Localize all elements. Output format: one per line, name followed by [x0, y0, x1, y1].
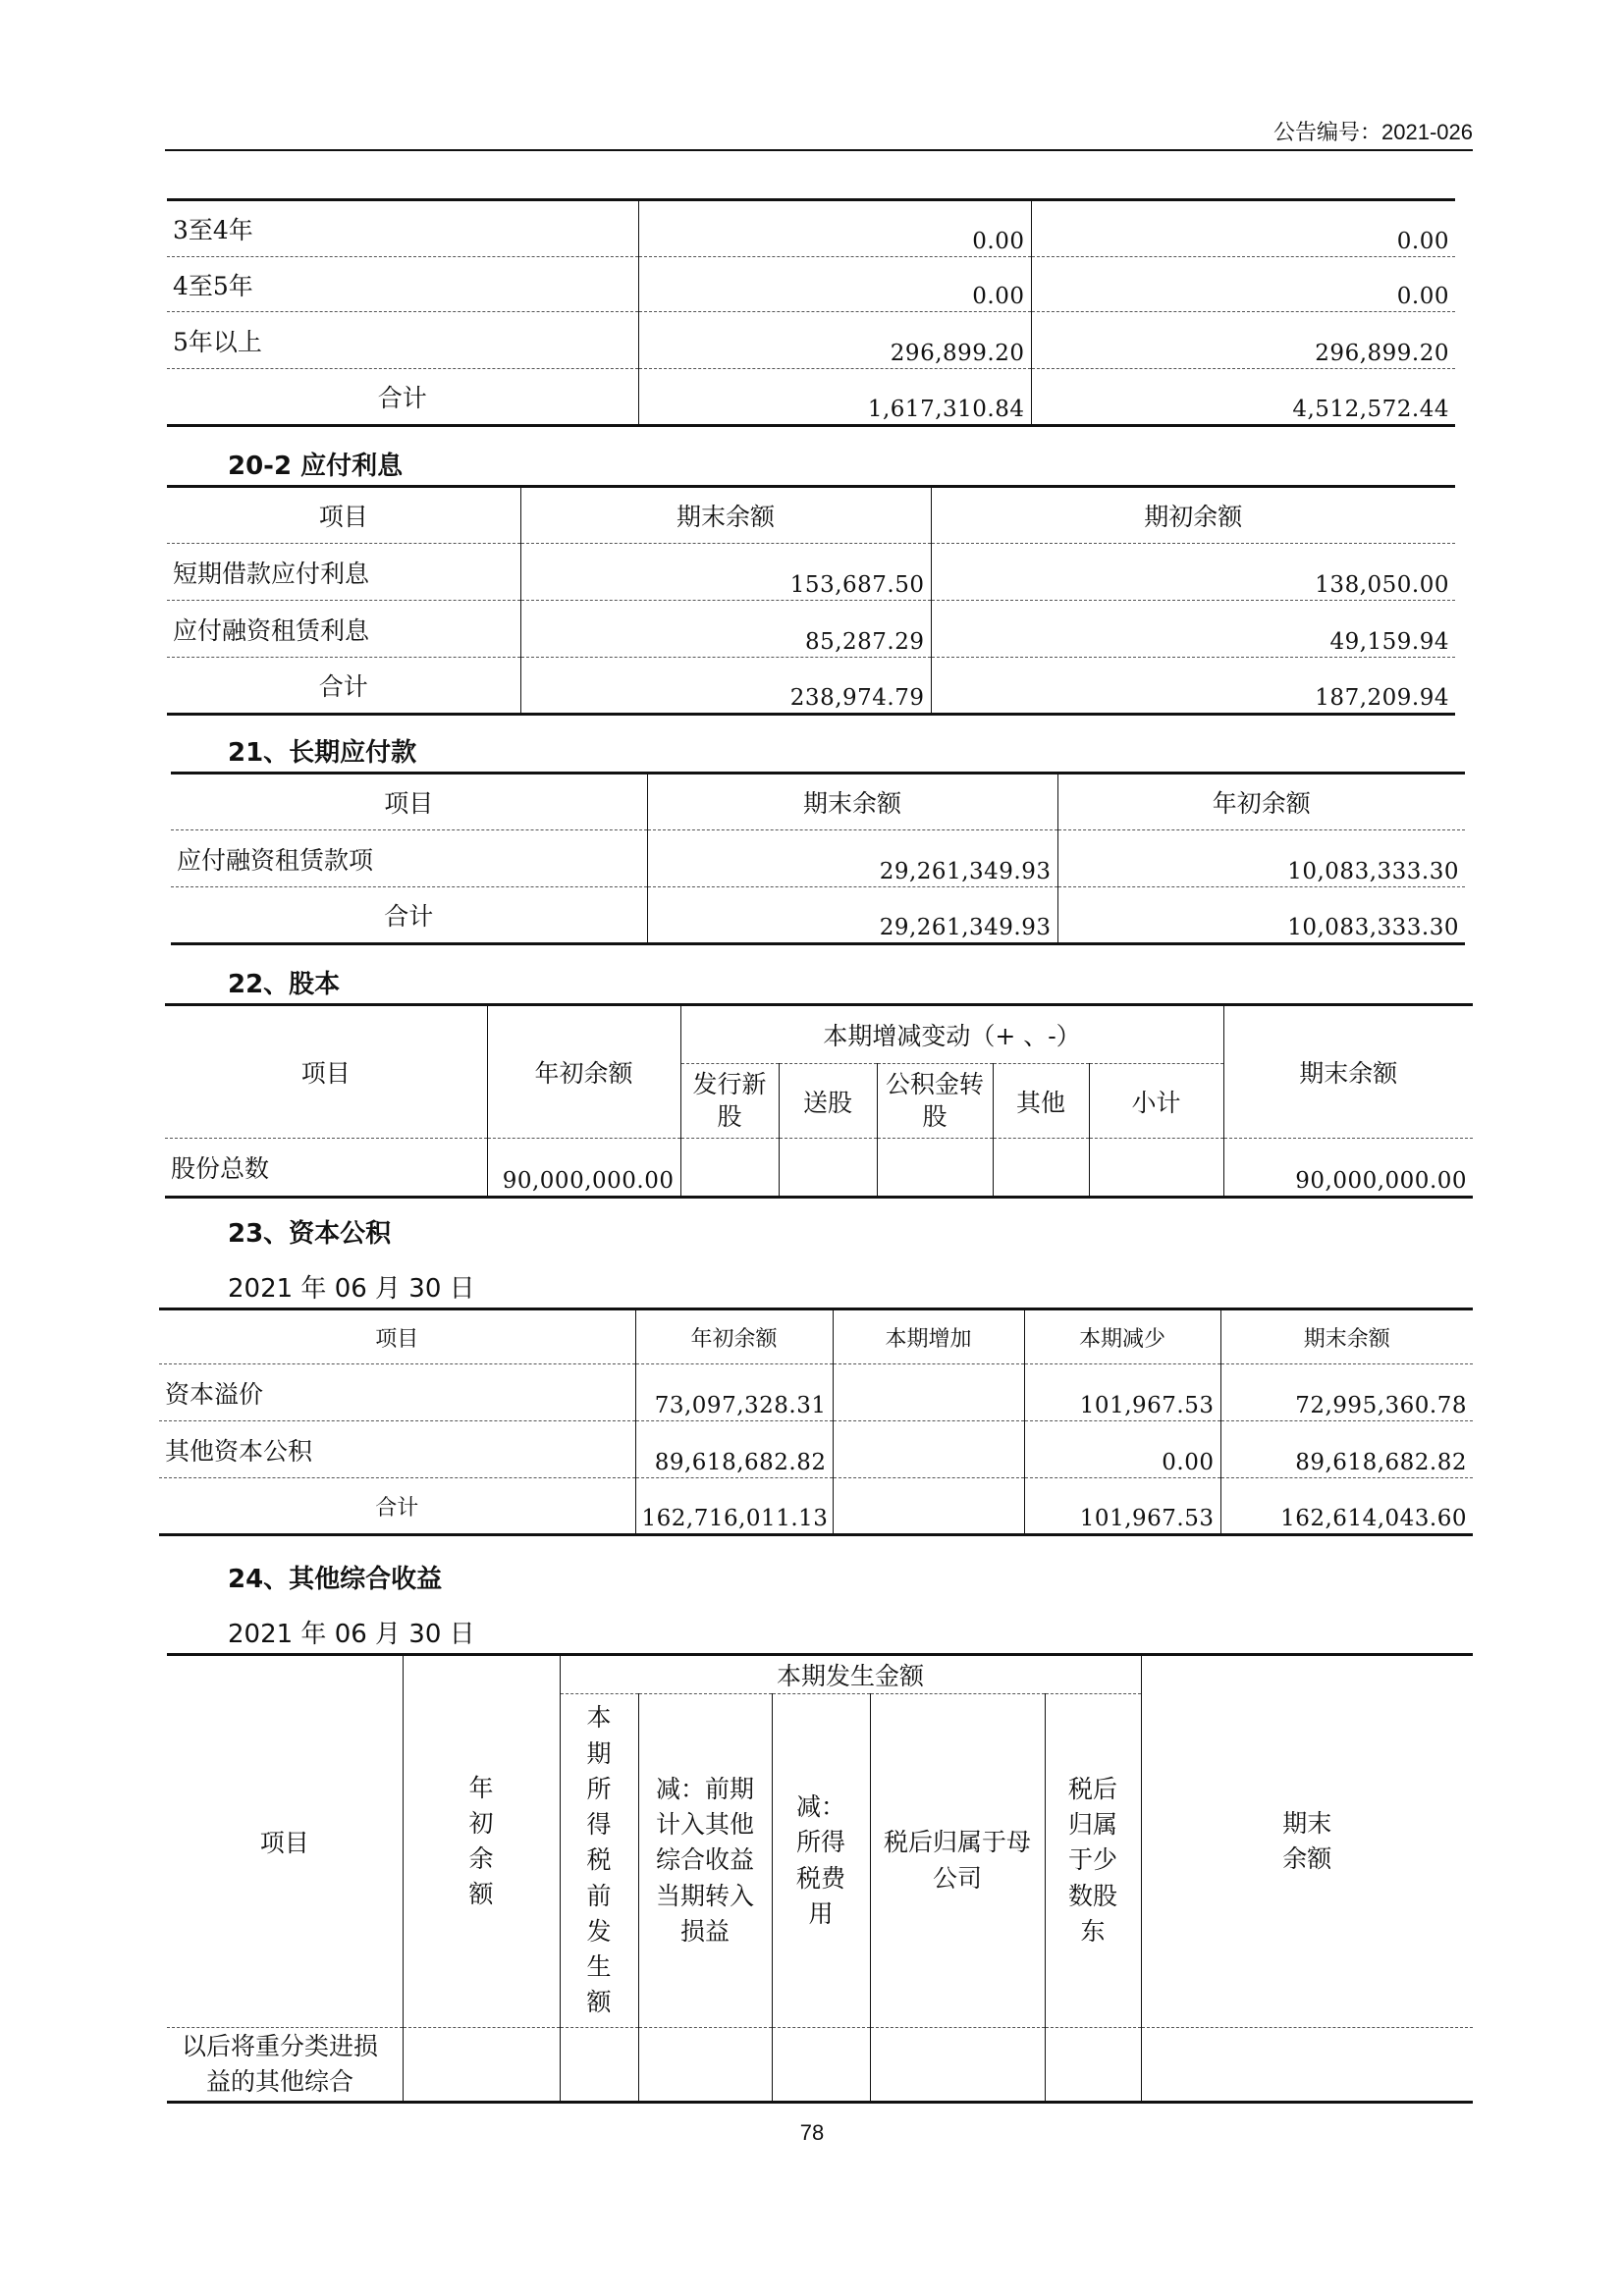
table-cell [560, 2028, 638, 2103]
column-header: 项目 [167, 1655, 403, 2028]
table-cell [638, 2028, 772, 2103]
table-cell: 0.00 [638, 257, 1031, 312]
column-header: 期末余额 [647, 774, 1057, 830]
table-cell: 138,050.00 [931, 544, 1455, 601]
table-cell: 0.00 [1031, 200, 1455, 257]
table-cell: 187,209.94 [931, 658, 1455, 715]
page-number: 78 [799, 2120, 825, 2145]
table-cell: 162,614,043.60 [1220, 1478, 1473, 1535]
column-header-label: 税后归属于少数股东 [1068, 1774, 1118, 1946]
table-cell: 10,083,333.30 [1057, 830, 1465, 887]
table-cell: 296,899.20 [1031, 312, 1455, 369]
table-cell: 资本溢价 [159, 1364, 635, 1421]
table-cell: 73,097,328.31 [635, 1364, 833, 1421]
column-header: 小计 [1089, 1064, 1223, 1139]
column-header-label: 本期所得税前发生额 [586, 1703, 612, 2017]
column-header [1141, 1655, 1473, 2028]
table-cell: 4,512,572.44 [1031, 369, 1455, 426]
table-cell: 101,967.53 [1024, 1478, 1220, 1535]
section-heading: 22、股本 [228, 970, 341, 999]
column-header [870, 1694, 1045, 2028]
table-cell [1045, 2028, 1141, 2103]
table-cell: 合计 [167, 369, 638, 426]
table-cell: 应付融资租赁款项 [171, 830, 647, 887]
column-header: 本期减少 [1024, 1309, 1220, 1364]
table-cell: 89,618,682.82 [635, 1421, 833, 1478]
column-header [1045, 1694, 1141, 2028]
section-date: 2021 年 06 月 30 日 [228, 1274, 475, 1304]
section21-table [171, 772, 1465, 945]
column-header: 年初余额 [635, 1309, 833, 1364]
column-header-label: 减：所得税费用 [795, 1792, 845, 1928]
column-header: 项目 [171, 774, 647, 830]
table-cell: 合计 [159, 1478, 635, 1535]
row-label: 以后将重分类进损益的其他综合 [181, 2031, 378, 2096]
table-cell: 296,899.20 [638, 312, 1031, 369]
section-heading: 21、长期应付款 [228, 738, 417, 768]
table-cell: 85,287.29 [520, 601, 931, 658]
table-cell: 0.00 [638, 200, 1031, 257]
table-cell: 72,995,360.78 [1220, 1364, 1473, 1421]
table-cell: 90,000,000.00 [1223, 1139, 1473, 1198]
section-heading: 24、其他综合收益 [228, 1565, 443, 1594]
table-cell [680, 1139, 779, 1198]
table-cell [833, 1364, 1024, 1421]
table-cell [772, 2028, 870, 2103]
table-cell: 短期借款应付利息 [167, 544, 520, 601]
column-header: 期末余额 [1220, 1309, 1473, 1364]
table-cell: 29,261,349.93 [647, 887, 1057, 944]
table-cell [779, 1139, 877, 1198]
column-header: 年初余额 [487, 1005, 680, 1139]
table-cell: 0.00 [1024, 1421, 1220, 1478]
table-cell [403, 2028, 560, 2103]
table-cell: 股份总数 [165, 1139, 487, 1198]
column-header: 送股 [779, 1064, 877, 1139]
table-cell [833, 1478, 1024, 1535]
table-cell: 89,618,682.82 [1220, 1421, 1473, 1478]
column-header: 本期发生金额 [560, 1655, 1141, 1694]
table-cell: 10,083,333.30 [1057, 887, 1465, 944]
column-header: 项目 [159, 1309, 635, 1364]
table-cell: 162,716,011.13 [635, 1478, 833, 1535]
column-header: 期初余额 [931, 487, 1455, 544]
column-header-label: 税后归属于母公司 [884, 1828, 1032, 1893]
column-header: 公积金转股 [877, 1064, 993, 1139]
table-cell [993, 1139, 1089, 1198]
column-header-label: 期末余额 [1282, 1808, 1332, 1873]
column-header: 本期增加 [833, 1309, 1024, 1364]
column-header: 项目 [165, 1005, 487, 1139]
table-cell [877, 1139, 993, 1198]
column-header-label: 年初余额 [468, 1773, 494, 1909]
section23-table [159, 1308, 1473, 1536]
table-cell: 4至5年 [167, 257, 638, 312]
column-header: 年初余额 [1057, 774, 1465, 830]
column-header [560, 1694, 638, 2028]
table-cell: 238,974.79 [520, 658, 931, 715]
column-header [772, 1694, 870, 2028]
section20-2-table [167, 485, 1455, 716]
table-cell: 101,967.53 [1024, 1364, 1220, 1421]
table-cell: 其他资本公积 [159, 1421, 635, 1478]
column-header-label: 减：前期计入其他综合收益当期转入损益 [655, 1774, 754, 1946]
column-header [638, 1694, 772, 2028]
section-date: 2021 年 06 月 30 日 [228, 1620, 475, 1649]
table-cell: 1,617,310.84 [638, 369, 1031, 426]
section22-table [165, 1003, 1473, 1199]
column-header: 项目 [167, 487, 520, 544]
section-heading: 23、资本公积 [228, 1219, 392, 1249]
table-cell: 0.00 [1031, 257, 1455, 312]
table-cell: 3至4年 [167, 200, 638, 257]
table-cell [167, 2028, 403, 2103]
header-rule [165, 149, 1473, 151]
section-heading: 20-2 应付利息 [228, 452, 404, 481]
table-cell: 5年以上 [167, 312, 638, 369]
table-cell: 153,687.50 [520, 544, 931, 601]
column-header: 其他 [993, 1064, 1089, 1139]
table-cell: 合计 [171, 887, 647, 944]
table-cell [870, 2028, 1045, 2103]
notice-number: 公告编号：2021-026 [1273, 120, 1473, 144]
table-cell: 29,261,349.93 [647, 830, 1057, 887]
column-header [403, 1655, 560, 2028]
table-cell [1089, 1139, 1223, 1198]
table-cell: 合计 [167, 658, 520, 715]
section24-table [167, 1653, 1473, 2104]
table-cell: 应付融资租赁利息 [167, 601, 520, 658]
table-cell [833, 1421, 1024, 1478]
table-cell: 49,159.94 [931, 601, 1455, 658]
section20-tail-table [167, 198, 1455, 427]
column-header: 期末余额 [520, 487, 931, 544]
column-header: 发行新股 [680, 1064, 779, 1139]
column-header: 期末余额 [1223, 1005, 1473, 1139]
column-header: 本期增减变动（+ 、-） [680, 1005, 1223, 1064]
table-cell: 90,000,000.00 [487, 1139, 680, 1198]
table-cell [1141, 2028, 1473, 2103]
